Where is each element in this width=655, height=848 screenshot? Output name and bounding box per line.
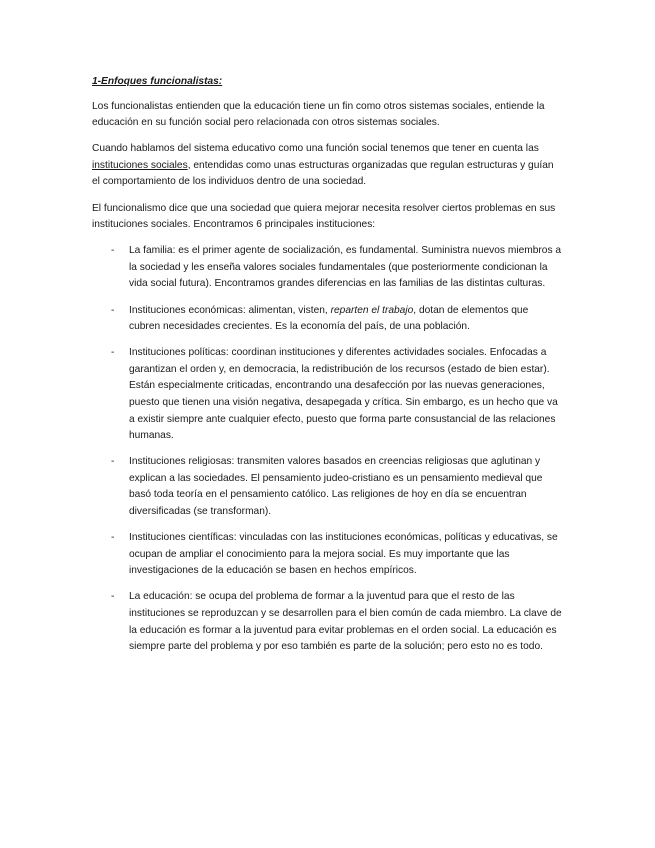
list-item-educacion: [92, 589, 562, 655]
bullet-dash: -: [111, 532, 115, 544]
paragraph-social-institutions: [92, 141, 562, 191]
list-item-text: Instituciones políticas: coordinan instituciones y diferentes actividades sociales. Enfocadas a garantizan el orden y, en democracia, la redistribución de los recursos (estado de bien estar). Están especialmente criticadas, encontrando una desafección por las nuevas generaciones, puesto que tienen una visión negativa, desapegada y crítica. Sin embargo, es un hecho que va a existir siempre ante cualquier efecto, puesto que forma parte consustancial de las relaciones humanas.: [129, 347, 558, 442]
document-page: [92, 74, 562, 665]
bullet-dash: -: [111, 245, 115, 257]
paragraph-functionalism: El funcionalismo dice que una sociedad que quiera mejorar necesita resolver ciertos problemas en sus instituciones sociales. Encontramos 6 principales instituciones:: [92, 202, 556, 231]
bullet-dash: -: [111, 304, 115, 316]
bullet-dash: -: [111, 456, 115, 468]
list-item-cientificas: [92, 530, 562, 580]
underlined-term: instituciones sociales: [92, 159, 188, 171]
list-item-text-part: Instituciones económicas: alimentan, visten,: [129, 304, 331, 316]
list-item-text: La familia: es el primer agente de socialización, es fundamental. Suministra nuevos miembros a la sociedad y les enseña valores sociales fundamentales (que posteriormente condicionan la vida social futura). Encontramos grandes diferencias en las familias de las distintas culturas.: [129, 245, 562, 290]
list-item-text: [129, 305, 528, 333]
paragraph-text: Cuando hablamos del sistema educativo como una función social tenemos que tener en cuenta las: [92, 143, 539, 155]
institutions-list: [92, 243, 562, 656]
bullet-dash: -: [111, 347, 115, 359]
list-item-politicas: [92, 345, 562, 445]
list-item-economicas: [92, 303, 562, 336]
bullet-dash: -: [111, 591, 115, 603]
section-heading: 1-Enfoques funcionalistas:: [92, 76, 223, 87]
italic-term: reparten el trabajo: [330, 304, 414, 316]
list-item-text: La educación: se ocupa del problema de formar a la juventud para que el resto de las instituciones se reproduzcan y se desarrollen para el bien común de cada miembro. La clave de la educación es formar a la juventud para evitar problemas en el orden social. La educación es siempre parte del problema y por eso también es parte de la solución; pero esto no es todo.: [129, 591, 562, 653]
paragraph-intro: Los funcionalistas entienden que la educación tiene un fin como otros sistemas sociales, entiende la educación en su función social pero relacionada con otros sistemas sociales.: [92, 100, 545, 129]
list-item-text-part: , dotan de elementos que cubren necesidades crecientes. Es la economía del país, de una población.: [129, 304, 529, 333]
paragraph-text: , entendidas como unas estructuras organizadas que regulan estructuras y guían el comportamiento de los individuos dentro de una sociedad.: [92, 159, 554, 188]
list-item-text: Instituciones científicas: vinculadas con las instituciones económicas, políticas y educativas, se ocupan de ampliar el conocimiento para la mejora social. Es muy importante que las investigaciones de la educación se basen en hechos empíricos.: [129, 532, 558, 577]
list-item-religiosas: [92, 454, 562, 520]
list-item-text: Instituciones religiosas: transmiten valores basados en creencias religiosas que aglutinan y explican a las sociedades. El pensamiento judeo-cristiano es un pensamiento medieval que basó toda teoría en el pensamiento católico. Las religiones de hoy en día se encuentran diversificadas (se transforman).: [129, 456, 543, 518]
list-item-familia: [92, 243, 562, 293]
